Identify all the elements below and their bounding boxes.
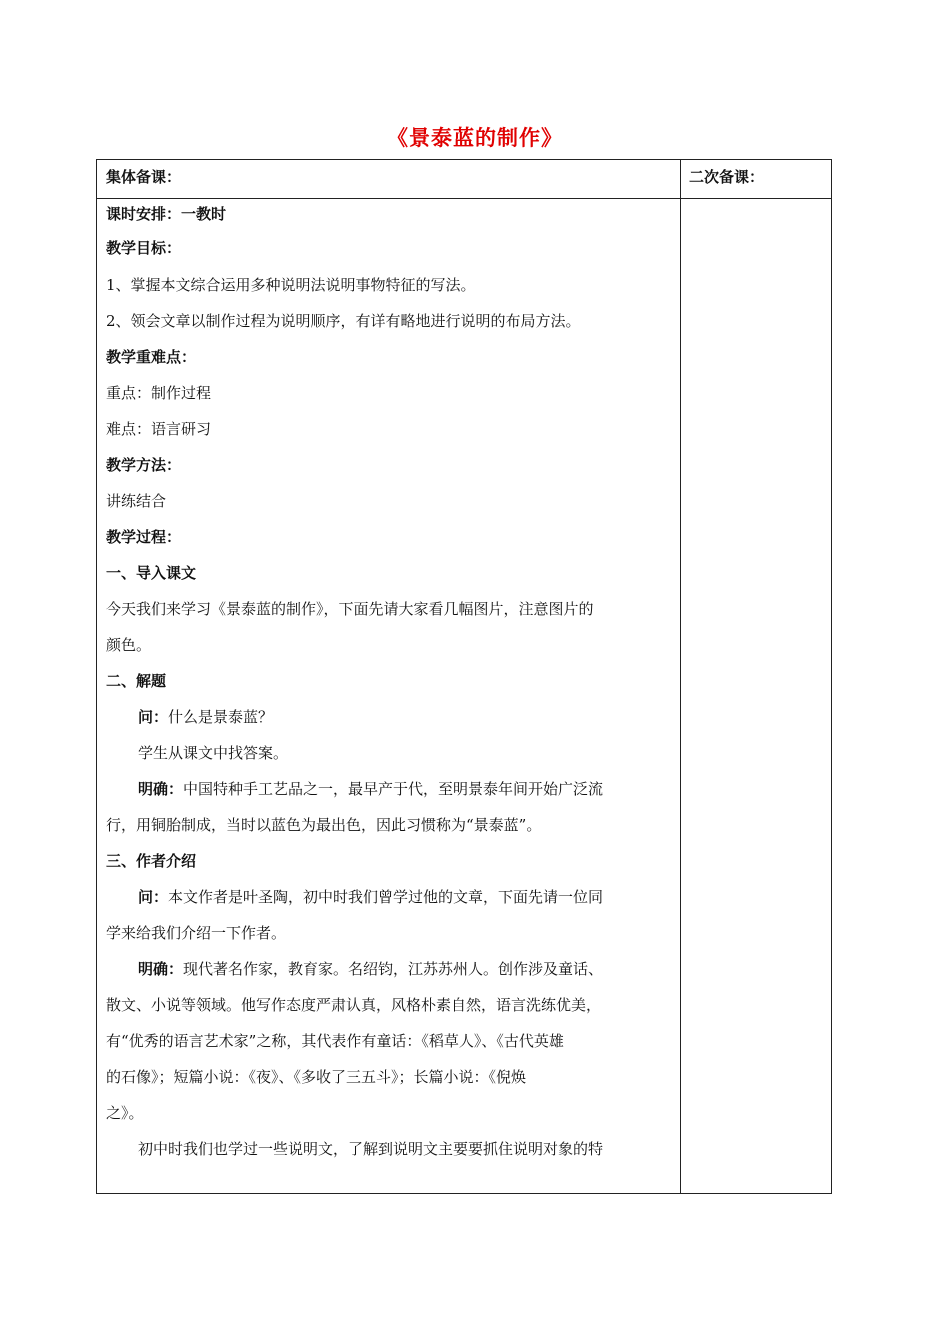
- answer-text: 中国特种手工艺品之一，最早产于代，至明景泰年间开始广泛流: [183, 780, 604, 798]
- section-2-heading: 二、解题: [106, 672, 167, 690]
- document-title: 《景泰蓝的制作》: [387, 126, 563, 150]
- collective-prep-header: 集体备课：: [106, 168, 182, 186]
- student-task: 学生从课文中找答案。: [138, 744, 289, 762]
- question-1: [138, 707, 273, 727]
- closing-paragraph-line-1: 初中时我们也学过一些说明文，了解到说明文主要要抓住说明对象的特: [138, 1140, 604, 1158]
- question-2-line-1: [138, 887, 603, 907]
- lesson-plan-table: [96, 159, 832, 1194]
- intro-paragraph-line-1: 今天我们来学习《景泰蓝的制作》，下面先请大家看几幅图片，注意图片的: [106, 600, 594, 618]
- objective-1: 1、掌握本文综合运用多种说明法说明事物特征的写法。: [106, 276, 476, 294]
- answer-2-line-3: 有“优秀的语言艺术家”之称，其代表作有童话：《稻草人》、《古代英雄: [106, 1032, 564, 1050]
- process-heading: 教学过程：: [106, 528, 182, 546]
- secondary-prep-header: 二次备课：: [689, 168, 765, 186]
- objective-2: 2、领会文章以制作过程为说明顺序，有详有略地进行说明的布局方法。: [106, 312, 581, 330]
- answer-2-line-1: [138, 959, 603, 979]
- question-text: 本文作者是叶圣陶，初中时我们曾学过他的文章，下面先请一位同: [168, 888, 604, 906]
- answer-2-line-5: 之》。: [106, 1104, 144, 1122]
- answer-2-line-4: 的石像》；短篇小说：《夜》、《多收了三五斗》；长篇小说：《倪焕: [106, 1068, 527, 1086]
- schedule-line: 课时安排：一教时: [106, 205, 227, 223]
- methods-heading: 教学方法：: [106, 456, 182, 474]
- answer-label: 明确：: [138, 960, 184, 978]
- question-label: 问：: [138, 888, 169, 906]
- answer-2-line-2: 散文、小说等领域。他写作态度严肃认真，风格朴素自然，语言洗练优美，: [106, 996, 602, 1014]
- method-text: 讲练结合: [106, 492, 167, 510]
- difficult-point: 难点：语言研习: [106, 420, 212, 438]
- question-2-line-2: 学来给我们介绍一下作者。: [106, 924, 287, 942]
- answer-label: 明确：: [138, 780, 184, 798]
- lesson-content: [106, 198, 672, 1193]
- key-point: 重点：制作过程: [106, 384, 212, 402]
- key-points-heading: 教学重难点：: [106, 348, 197, 366]
- objectives-heading: 教学目标：: [106, 239, 182, 257]
- section-3-heading: 三、作者介绍: [106, 852, 197, 870]
- question-label: 问：: [138, 708, 169, 726]
- answer-text: 现代著名作家，教育家。名绍钧，江苏苏州人。创作涉及童话、: [183, 960, 604, 978]
- answer-1-line-2: 行，用铜胎制成，当时以蓝色为最出色，因此习惯称为“景泰蓝”。: [106, 816, 542, 834]
- column-divider: [680, 160, 681, 1193]
- question-text: 什么是景泰蓝？: [168, 708, 274, 726]
- section-1-heading: 一、导入课文: [106, 564, 197, 582]
- answer-1-line-1: [138, 779, 603, 799]
- intro-paragraph-line-2: 颜色。: [106, 636, 152, 654]
